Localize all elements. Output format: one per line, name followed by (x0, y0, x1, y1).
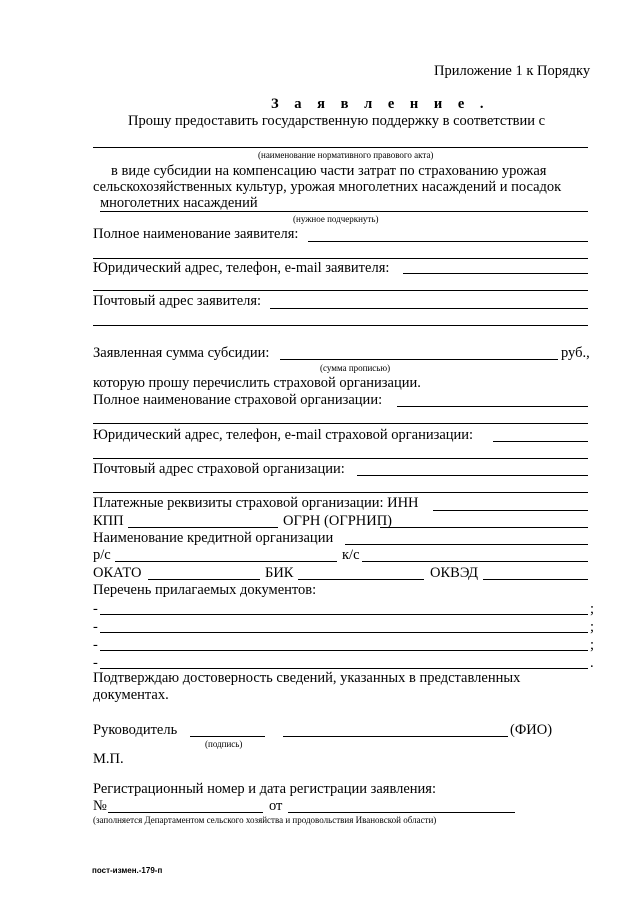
document-field-2[interactable] (100, 632, 588, 633)
kpp-label: КПП (93, 513, 124, 529)
ks-label: к/с (342, 547, 360, 563)
list-item-dash: - (93, 637, 98, 653)
sum-hint: (сумма прописью) (320, 363, 391, 373)
kpp-field[interactable] (128, 527, 278, 528)
subsidy-text-1: в виде субсидии на компенсацию части затрат по страхованию урожая (111, 163, 547, 179)
list-item-dash: - (93, 601, 98, 617)
bik-label: БИК (265, 565, 294, 581)
list-item-end: ; (590, 637, 595, 653)
intro-text: Прошу предоставить государственную поддержку в соответствии с (128, 113, 546, 129)
document-field-3[interactable] (100, 650, 588, 651)
head-label: Руководитель (93, 722, 178, 738)
act-name-line[interactable] (93, 147, 588, 148)
okved-field[interactable] (483, 579, 588, 580)
bank-name-field[interactable] (345, 544, 588, 545)
insurer-name-field-2[interactable] (93, 423, 588, 424)
document-field-1[interactable] (100, 614, 588, 615)
list-item-end: ; (590, 601, 595, 617)
stamp-label: М.П. (93, 751, 124, 767)
applicant-post-field[interactable] (270, 308, 588, 309)
rs-label: р/с (93, 547, 111, 563)
signature-field[interactable] (190, 736, 265, 737)
applicant-legal-field-2[interactable] (93, 290, 588, 291)
footer-code: пост-измен.-179-п (92, 866, 163, 875)
from-label: от (269, 798, 283, 814)
insurer-post-field-2[interactable] (93, 492, 588, 493)
sum-label: Заявленная сумма субсидии: (93, 345, 270, 361)
okato-field[interactable] (148, 579, 260, 580)
insurer-post-field[interactable] (357, 475, 588, 476)
transfer-text: которую прошу перечислить страховой организации. (93, 375, 421, 391)
sum-field[interactable] (280, 359, 558, 360)
registration-number-field[interactable] (108, 812, 263, 813)
applicant-name-label: Полное наименование заявителя: (93, 226, 299, 242)
list-item-end: . (590, 655, 594, 671)
insurer-legal-field[interactable] (493, 441, 588, 442)
subsidy-text-3: многолетних насаждений (100, 195, 258, 211)
insurer-legal-field-2[interactable] (93, 458, 588, 459)
applicant-post-field-2[interactable] (93, 325, 588, 326)
list-item-end: ; (590, 619, 595, 635)
applicant-name-field[interactable] (308, 241, 588, 242)
confirm-text-2: документах. (93, 687, 169, 703)
subsidy-underline (100, 211, 588, 212)
document-field-4[interactable] (100, 668, 588, 669)
documents-list-label: Перечень прилагаемых документов: (93, 582, 317, 598)
applicant-post-label: Почтовый адрес заявителя: (93, 293, 262, 309)
applicant-legal-label: Юридический адрес, телефон, e-mail заявителя: (93, 260, 390, 276)
fio-label: (ФИО) (510, 722, 553, 738)
underline-hint: (нужное подчеркнуть) (293, 214, 379, 224)
okato-label: ОКАТО (93, 565, 142, 581)
document-title: З а я в л е н и е . (271, 96, 490, 112)
confirm-text-1: Подтверждаю достоверность сведений, указанных в представленных (93, 670, 521, 686)
insurer-legal-label: Юридический адрес, телефон, e-mail страховой организации: (93, 427, 474, 443)
applicant-name-field-2[interactable] (93, 258, 588, 259)
ogrn-label: ОГРН (ОГРНИП) (283, 513, 393, 529)
fio-field[interactable] (283, 736, 508, 737)
ogrn-field[interactable] (380, 527, 588, 528)
bik-field[interactable] (298, 579, 424, 580)
applicant-legal-field[interactable] (403, 273, 588, 274)
okved-label: ОКВЭД (430, 565, 479, 581)
appendix-label: Приложение 1 к Порядку (434, 63, 591, 79)
bank-name-label: Наименование кредитной организации (93, 530, 334, 546)
list-item-dash: - (93, 619, 98, 635)
insurer-name-label: Полное наименование страховой организации: (93, 392, 383, 408)
list-item-dash: - (93, 655, 98, 671)
payment-details-label: Платежные реквизиты страховой организации: ИНН (93, 495, 419, 511)
insurer-name-field[interactable] (397, 406, 588, 407)
insurer-post-label: Почтовый адрес страховой организации: (93, 461, 345, 477)
act-name-hint: (наименование нормативного правового акта) (258, 150, 434, 160)
subsidy-text-2: сельскохозяйственных культур, урожая многолетних насаждений и посадок (93, 179, 562, 195)
inn-field[interactable] (433, 510, 588, 511)
sum-currency: руб., (561, 345, 590, 361)
registration-note: (заполняется Департаментом сельского хозяйства и продовольствия Ивановской области) (93, 815, 437, 825)
signature-hint: (подпись) (205, 739, 243, 749)
rs-field[interactable] (115, 561, 337, 562)
registration-label: Регистрационный номер и дата регистрации заявления: (93, 781, 436, 797)
number-sign: № (93, 798, 107, 814)
ks-field[interactable] (362, 561, 588, 562)
registration-date-field[interactable] (288, 812, 515, 813)
